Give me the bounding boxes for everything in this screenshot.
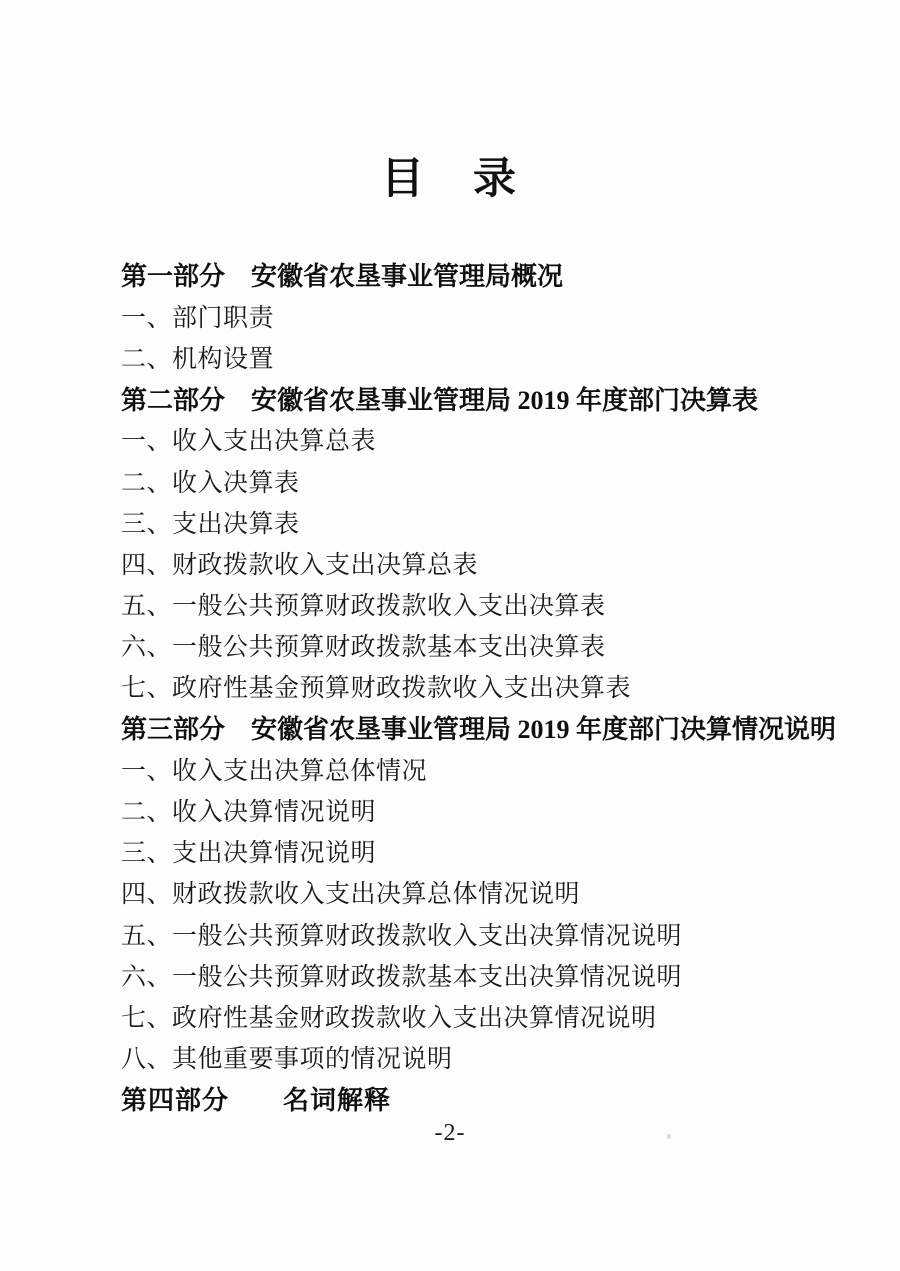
toc-item: 五、一般公共预算财政拨款收入支出决算表	[121, 593, 606, 621]
toc-item: 六、一般公共预算财政拨款基本支出决算表	[121, 634, 606, 662]
toc-item: 三、支出决算表	[121, 510, 300, 538]
toc-item: 六、一般公共预算财政拨款基本支出决算情况说明	[121, 963, 683, 991]
page-title: 目 录	[381, 156, 519, 203]
toc-section-heading-part3: 第三部分 安徽省农垦事业管理局 2019 年度部门决算情况说明	[121, 715, 837, 745]
page-number: -2-	[434, 1120, 466, 1146]
toc-item: 二、机构设置	[121, 345, 275, 373]
scan-speck	[667, 1134, 671, 1139]
toc-item: 二、收入决算情况说明	[121, 799, 377, 827]
toc-item: 三、支出决算情况说明	[121, 840, 377, 868]
toc-section-heading-part1: 第一部分 安徽省农垦事业管理局概况	[121, 262, 564, 292]
toc-item: 四、财政拨款收入支出决算总表	[121, 551, 479, 579]
toc-section-heading-part4: 第四部分 名词解释	[121, 1084, 392, 1115]
toc-item: 一、部门职责	[121, 304, 275, 332]
table-of-contents	[121, 254, 837, 1119]
toc-item: 八、其他重要事项的情况说明	[121, 1046, 453, 1074]
toc-item: 七、政府性基金财政拨款收入支出决算情况说明	[121, 1004, 657, 1032]
toc-section-heading-part2: 第二部分 安徽省农垦事业管理局 2019 年度部门决算表	[121, 385, 759, 415]
toc-item: 四、财政拨款收入支出决算总体情况说明	[121, 881, 581, 909]
toc-item: 一、收入支出决算总表	[121, 428, 377, 456]
toc-item: 七、政府性基金预算财政拨款收入支出决算表	[121, 675, 632, 703]
toc-item: 二、收入决算表	[121, 469, 300, 497]
toc-item: 五、一般公共预算财政拨款收入支出决算情况说明	[121, 922, 683, 950]
toc-item: 一、收入支出决算总体情况	[121, 757, 428, 785]
